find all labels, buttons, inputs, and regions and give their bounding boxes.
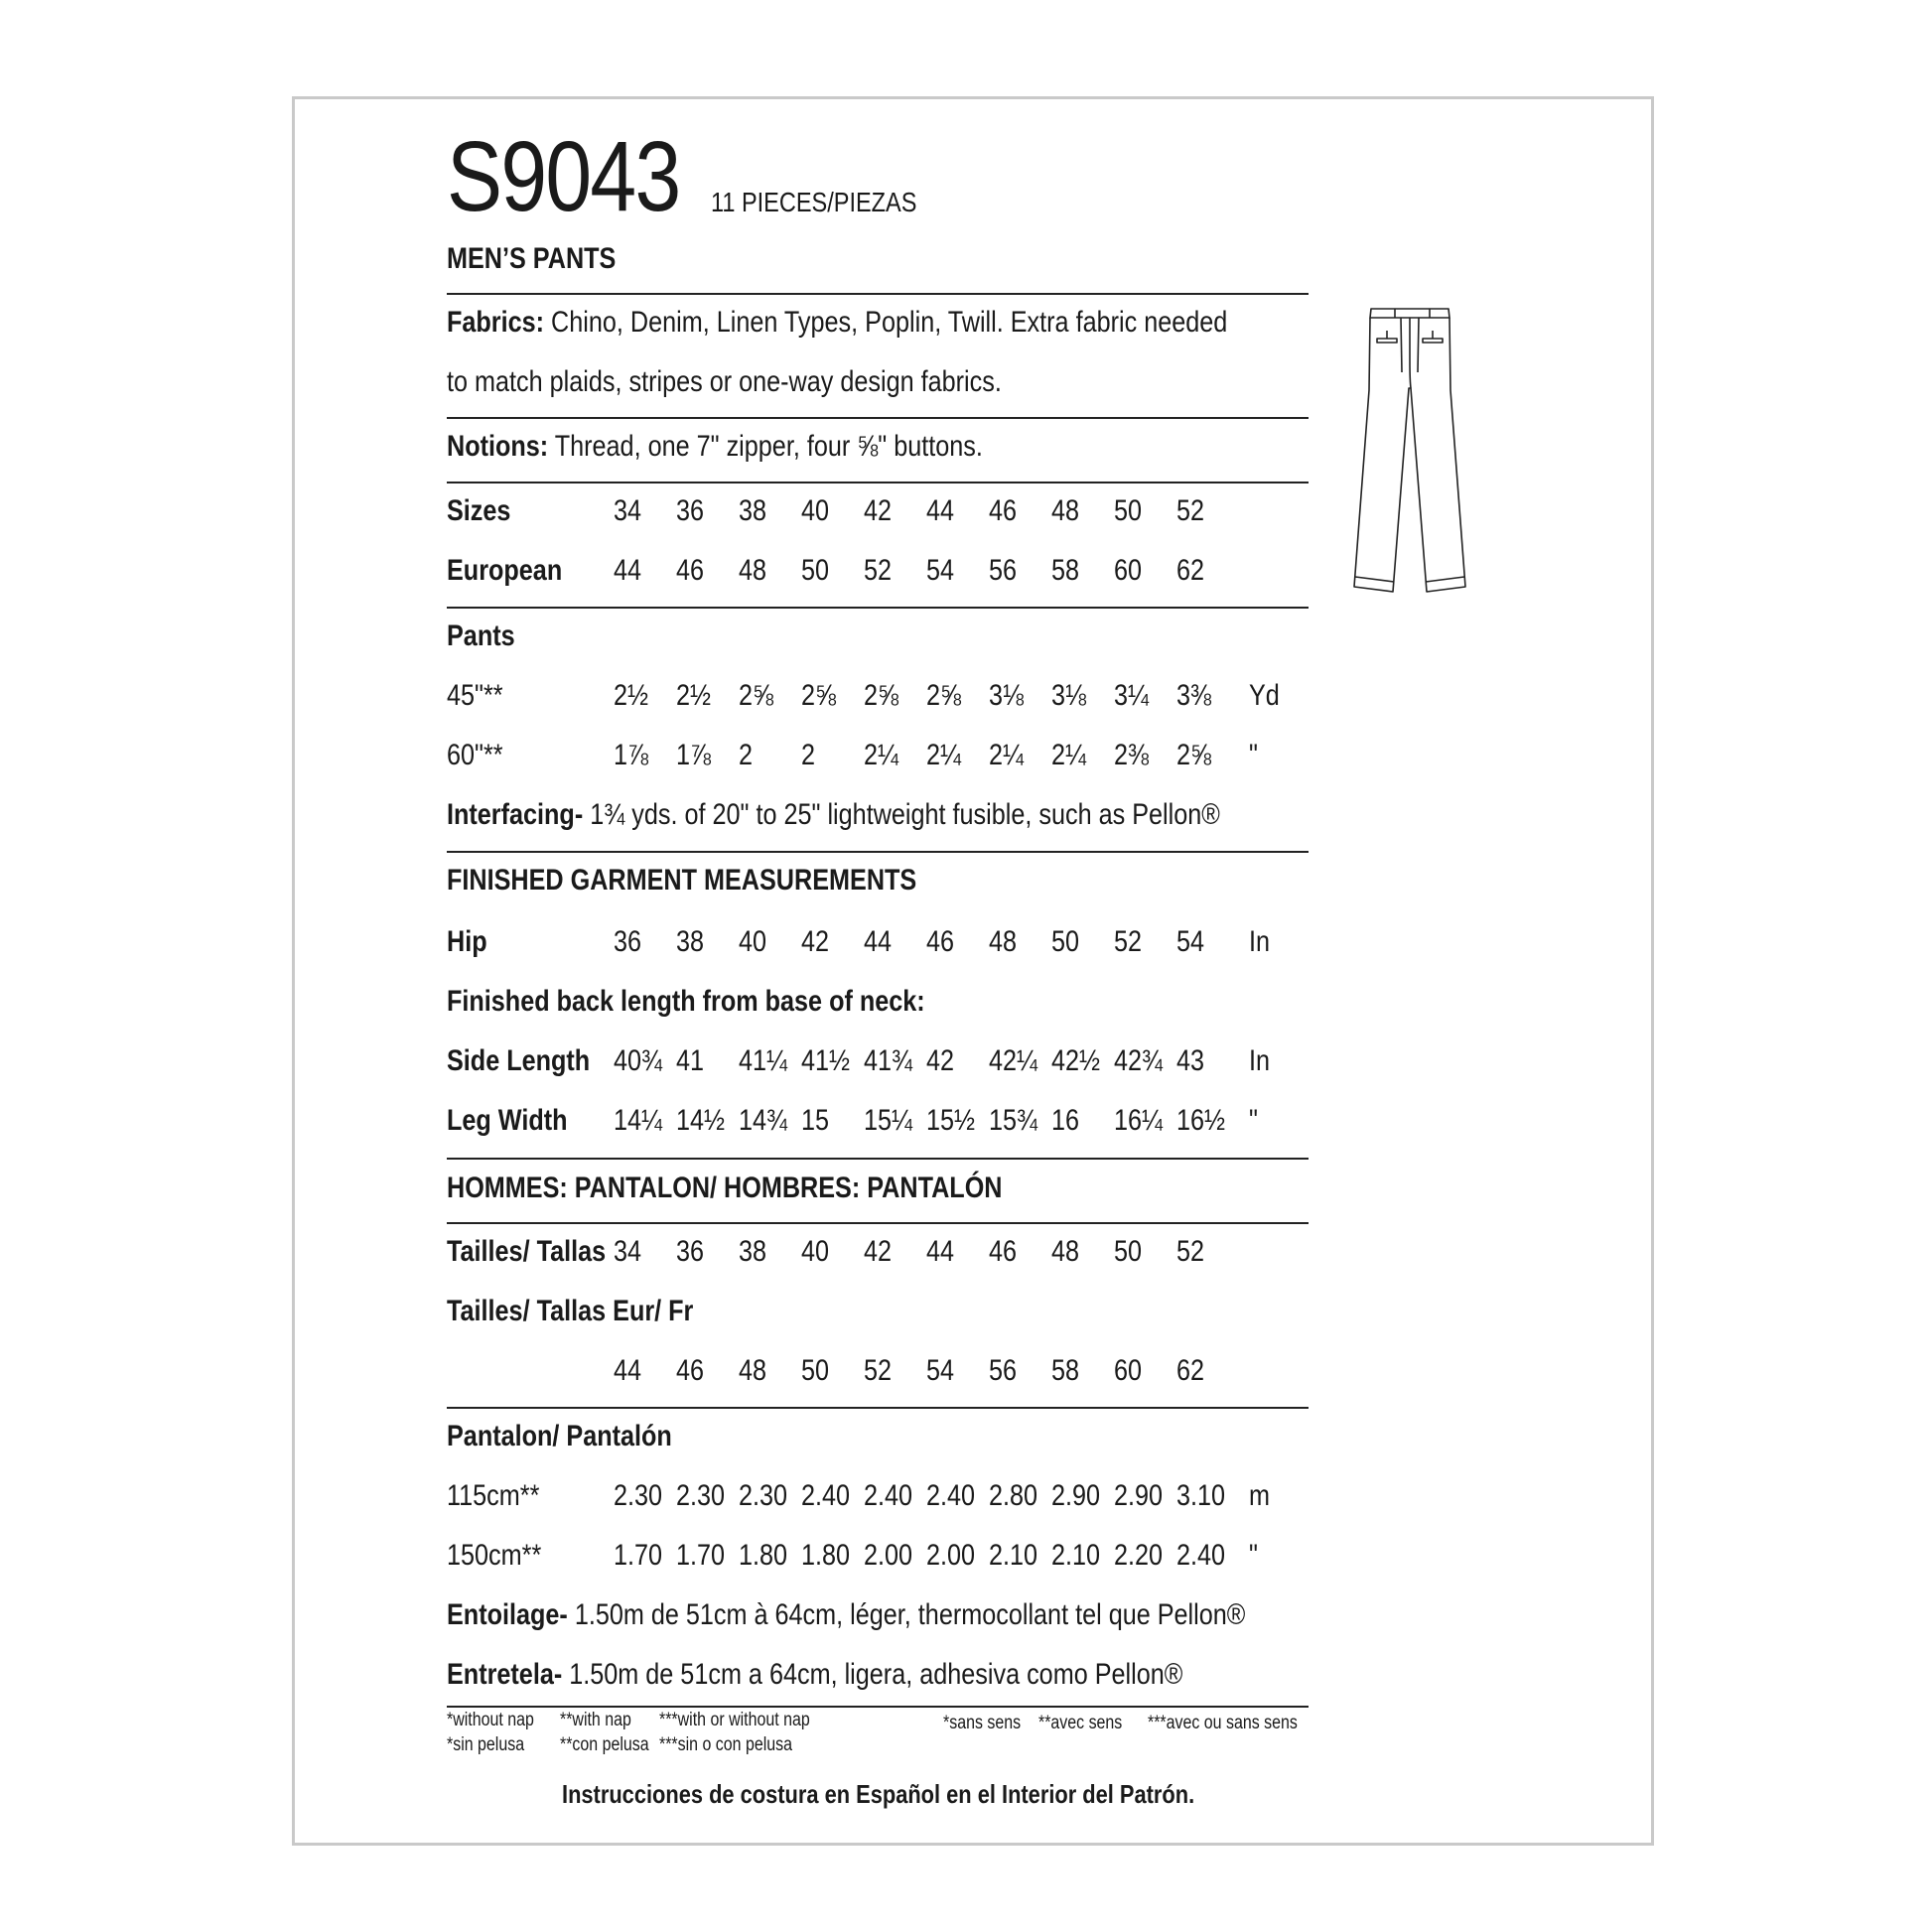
notions-label: Notions: xyxy=(447,430,549,463)
pantalon-label: Pantalon/ Pantalón xyxy=(447,1420,672,1452)
table-cell: 36 xyxy=(676,494,705,527)
table-cell: 52 xyxy=(864,554,893,587)
table-cell: 40 xyxy=(801,494,830,527)
table-cell: 42¾ xyxy=(1114,1044,1164,1077)
entoilage-text: 1.50m de 51cm à 64cm, léger, thermocollant tel que Pellon® xyxy=(567,1598,1246,1631)
fabric-width-label: 115cm** xyxy=(447,1479,540,1512)
table-cell: 44 xyxy=(614,1354,642,1387)
table-cell: 42 xyxy=(926,1044,955,1077)
table-cell: 60 xyxy=(1114,554,1143,587)
table-cell: 2½ xyxy=(614,679,649,712)
table-cell: 36 xyxy=(614,925,642,958)
table-cell: 2.90 xyxy=(1114,1479,1164,1512)
table-cell: 2.20 xyxy=(1114,1539,1164,1572)
table-cell: 46 xyxy=(676,1354,705,1387)
unit-label: In xyxy=(1249,1044,1271,1077)
footnote-with-nap: **with nap xyxy=(560,1710,631,1730)
table-cell: 2⅝ xyxy=(739,679,774,712)
table-cell: 42 xyxy=(801,925,830,958)
table-cell: 2⅝ xyxy=(926,679,962,712)
fabric-width-label: 150cm** xyxy=(447,1539,542,1572)
table-cell: 56 xyxy=(989,1354,1018,1387)
table-cell: 14¾ xyxy=(739,1104,788,1137)
footnote-avec-sens: **avec sens xyxy=(1038,1713,1123,1733)
sizes-label: Sizes xyxy=(447,494,511,527)
pattern-number: S9043 xyxy=(447,121,680,232)
table-cell: 42½ xyxy=(1051,1044,1101,1077)
table-cell: 43 xyxy=(1176,1044,1205,1077)
table-cell: 2¼ xyxy=(989,739,1025,771)
european-label: European xyxy=(447,554,563,587)
table-cell: 48 xyxy=(989,925,1018,958)
fabric-width-label: 60"** xyxy=(447,739,503,771)
table-cell: 2.30 xyxy=(676,1479,726,1512)
table-cell: 50 xyxy=(1114,494,1143,527)
table-cell: 34 xyxy=(614,1235,642,1268)
unit-label: In xyxy=(1249,925,1271,958)
hip-label: Hip xyxy=(447,925,487,958)
table-cell: 52 xyxy=(1114,925,1143,958)
table-cell: 2¼ xyxy=(864,739,899,771)
table-cell: 54 xyxy=(926,1354,955,1387)
table-cell: 15¼ xyxy=(864,1104,913,1137)
entretela-line xyxy=(447,1658,1323,1692)
table-cell: 50 xyxy=(1114,1235,1143,1268)
table-cell: 54 xyxy=(1176,925,1205,958)
footnote-sans-sens: *sans sens xyxy=(943,1713,1022,1733)
table-cell: 58 xyxy=(1051,554,1080,587)
table-cell: 2.40 xyxy=(1176,1539,1226,1572)
table-cell: 2.40 xyxy=(864,1479,913,1512)
divider xyxy=(447,482,1309,483)
table-cell: 1⅞ xyxy=(676,739,712,771)
table-cell: 3.10 xyxy=(1176,1479,1226,1512)
table-cell: 16¼ xyxy=(1114,1104,1164,1137)
table-cell: 42 xyxy=(864,1235,893,1268)
table-cell: 3⅜ xyxy=(1176,679,1212,712)
spanish-instructions-note: Instrucciones de costura en Español en el Interior del Patrón. xyxy=(562,1779,1195,1809)
tailles-eur-label: Tailles/ Tallas Eur/ Fr xyxy=(447,1295,694,1327)
table-cell: 2.80 xyxy=(989,1479,1038,1512)
table-cell: 1⅞ xyxy=(614,739,649,771)
table-cell: 52 xyxy=(1176,494,1205,527)
table-cell: 41 xyxy=(676,1044,705,1077)
fabrics-label: Fabrics: xyxy=(447,306,545,339)
footnote-with-or-without-nap: ***with or without nap xyxy=(659,1710,810,1730)
footnote-con-pelusa: **con pelusa xyxy=(560,1734,649,1755)
table-cell: 3¼ xyxy=(1114,679,1150,712)
table-cell: 16 xyxy=(1051,1104,1080,1137)
table-cell: 42 xyxy=(864,494,893,527)
table-cell: 2½ xyxy=(676,679,712,712)
table-cell: 46 xyxy=(926,925,955,958)
entoilage-line xyxy=(447,1598,1398,1632)
table-cell: 1.80 xyxy=(739,1539,788,1572)
table-cell: 2.90 xyxy=(1051,1479,1101,1512)
garment-title: MEN’S PANTS xyxy=(447,242,617,275)
finished-measurements-title: FINISHED GARMENT MEASUREMENTS xyxy=(447,864,917,897)
table-cell: 48 xyxy=(739,554,767,587)
divider xyxy=(447,293,1309,295)
footnote-avec-ou-sans-sens: ***avec ou sans sens xyxy=(1148,1713,1298,1733)
table-cell: 50 xyxy=(801,554,830,587)
table-cell: 46 xyxy=(989,1235,1018,1268)
footnote-without-nap: *without nap xyxy=(447,1710,534,1730)
table-cell: 2⅜ xyxy=(1114,739,1150,771)
table-cell: 16½ xyxy=(1176,1104,1226,1137)
table-cell: 48 xyxy=(1051,494,1080,527)
table-cell: 41½ xyxy=(801,1044,851,1077)
table-cell: 2.30 xyxy=(739,1479,788,1512)
table-cell: 52 xyxy=(864,1354,893,1387)
table-cell: 2¼ xyxy=(926,739,962,771)
divider xyxy=(447,851,1309,853)
fabrics-line-2: to match plaids, stripes or one-way design fabrics. xyxy=(447,365,1002,398)
entretela-text: 1.50m de 51cm a 64cm, ligera, adhesiva como Pellon® xyxy=(562,1658,1183,1691)
table-cell: 36 xyxy=(676,1235,705,1268)
divider xyxy=(447,1407,1309,1409)
table-cell: 44 xyxy=(614,554,642,587)
unit-label: " xyxy=(1249,1104,1258,1137)
table-cell: 2⅝ xyxy=(864,679,899,712)
fabrics-text: Chino, Denim, Linen Types, Poplin, Twill. Extra fabric needed xyxy=(544,306,1228,339)
back-length-label: Finished back length from base of neck: xyxy=(447,985,925,1018)
unit-label: Yd xyxy=(1249,679,1280,712)
notions-line xyxy=(447,430,1085,464)
table-cell: 44 xyxy=(926,1235,955,1268)
table-cell: 2.00 xyxy=(864,1539,913,1572)
table-cell: 2⅝ xyxy=(1176,739,1212,771)
table-cell: 41¼ xyxy=(739,1044,788,1077)
table-cell: 3⅛ xyxy=(989,679,1025,712)
table-cell: 38 xyxy=(739,1235,767,1268)
table-cell: 34 xyxy=(614,494,642,527)
table-cell: 15¾ xyxy=(989,1104,1038,1137)
table-cell: 2.40 xyxy=(926,1479,976,1512)
table-cell: 38 xyxy=(739,494,767,527)
divider xyxy=(447,607,1309,609)
table-cell: 2¼ xyxy=(1051,739,1087,771)
interfacing-text: 1¾ yds. of 20" to 25" lightweight fusible, such as Pellon® xyxy=(583,798,1220,831)
table-cell: 14¼ xyxy=(614,1104,663,1137)
table-cell: 44 xyxy=(926,494,955,527)
table-cell: 1.70 xyxy=(614,1539,663,1572)
footnote-sin-o-con-pelusa: ***sin o con pelusa xyxy=(659,1734,792,1755)
table-cell: 62 xyxy=(1176,1354,1205,1387)
tailles-label: Tailles/ Tallas xyxy=(447,1235,607,1268)
divider xyxy=(447,417,1309,419)
table-cell: 62 xyxy=(1176,554,1205,587)
table-cell: 44 xyxy=(864,925,893,958)
table-cell: 46 xyxy=(676,554,705,587)
unit-label: " xyxy=(1249,739,1258,771)
table-cell: 2.30 xyxy=(614,1479,663,1512)
table-cell: 1.70 xyxy=(676,1539,726,1572)
table-cell: 42¼ xyxy=(989,1044,1038,1077)
table-cell: 2.10 xyxy=(1051,1539,1101,1572)
table-cell: 48 xyxy=(739,1354,767,1387)
fabric-width-label: 45"** xyxy=(447,679,503,712)
table-cell: 60 xyxy=(1114,1354,1143,1387)
table-cell: 50 xyxy=(801,1354,830,1387)
pieces-count: 11 PIECES/PIEZAS xyxy=(711,187,917,217)
table-cell: 2.10 xyxy=(989,1539,1038,1572)
table-cell: 15 xyxy=(801,1104,830,1137)
footnote-sin-pelusa: *sin pelusa xyxy=(447,1734,525,1755)
table-cell: 1.80 xyxy=(801,1539,851,1572)
pants-icon xyxy=(1345,301,1474,599)
unit-label: m xyxy=(1249,1479,1270,1512)
table-cell: 56 xyxy=(989,554,1018,587)
fabrics-line-1 xyxy=(447,306,1376,340)
table-cell: 15½ xyxy=(926,1104,976,1137)
leg-width-label: Leg Width xyxy=(447,1104,568,1137)
divider xyxy=(447,1158,1309,1160)
table-cell: 40¾ xyxy=(614,1044,663,1077)
interfacing-label: Interfacing- xyxy=(447,798,584,831)
table-cell: 2 xyxy=(739,739,754,771)
divider xyxy=(447,1706,1309,1708)
entretela-label: Entretela- xyxy=(447,1658,563,1691)
pants-label: Pants xyxy=(447,620,515,652)
entoilage-label: Entoilage- xyxy=(447,1598,568,1631)
table-cell: 54 xyxy=(926,554,955,587)
table-cell: 41¾ xyxy=(864,1044,913,1077)
notions-text: Thread, one 7" zipper, four ⅝" buttons. xyxy=(548,430,983,463)
table-cell: 38 xyxy=(676,925,705,958)
table-cell: 40 xyxy=(739,925,767,958)
table-cell: 40 xyxy=(801,1235,830,1268)
table-cell: 52 xyxy=(1176,1235,1205,1268)
interfacing-line xyxy=(447,798,1367,832)
table-cell: 2.40 xyxy=(801,1479,851,1512)
table-cell: 2.00 xyxy=(926,1539,976,1572)
table-cell: 58 xyxy=(1051,1354,1080,1387)
table-cell: 48 xyxy=(1051,1235,1080,1268)
table-cell: 46 xyxy=(989,494,1018,527)
unit-label: " xyxy=(1249,1539,1258,1572)
table-cell: 2⅝ xyxy=(801,679,837,712)
table-cell: 2 xyxy=(801,739,816,771)
table-cell: 3⅛ xyxy=(1051,679,1087,712)
divider xyxy=(447,1222,1309,1224)
table-cell: 14½ xyxy=(676,1104,726,1137)
french-spanish-title: HOMMES: PANTALON/ HOMBRES: PANTALÓN xyxy=(447,1172,1003,1204)
table-cell: 50 xyxy=(1051,925,1080,958)
side-length-label: Side Length xyxy=(447,1044,591,1077)
